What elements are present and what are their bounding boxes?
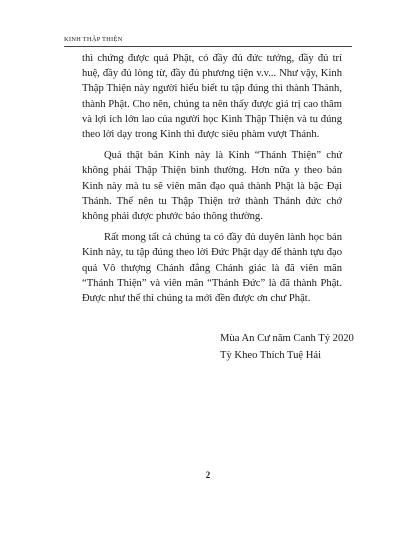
running-header: KINH THẬP THIỆN <box>64 36 123 43</box>
paragraph-2: Quả thật bản Kinh này là Kinh “Thánh Thiện” chứ không phải Thập Thiện bình thường. Hơn nữa y theo bản Kinh này mà tu sẽ viên mãn đạo quả thành Phật là bậc Đại Thánh. Thế nên tu Thập Thiện trở thành Thánh đức chớ không phải được phước báo thông thường. <box>82 150 342 223</box>
paragraph-1: thì chứng được quả Phật, có đầy đủ đức tướng, đầy đủ trí huệ, đầy đủ lòng từ, đầy đủ phương tiện v.v... Như vậy, Kinh Thập Thiện này người hiểu biết tu tập đúng thì thành Thánh, thành Phật. Cho nên, chúng ta nên thấy được giá trị cao thâm và lợi ích lớn lao của người học Kinh Thập Thiện và tu đúng theo lời dạy trong Kinh thì được siêu phàm vượt Thánh. <box>82 53 342 141</box>
header-rule <box>64 46 352 47</box>
body-text <box>82 51 342 306</box>
signature-author: Tỳ Kheo Thích Tuệ Hải <box>220 350 322 361</box>
signature-date: Mùa An Cư năm Canh Tý 2020 <box>220 333 354 344</box>
paragraph-3: Rất mong tất cả chúng ta có đầy đủ duyên lành học bản Kinh này, tu tập đúng theo lời Đức Phật dạy để thành tựu đạo quả Vô thượng Chánh đẳng Chánh giác là đã viên mãn “Thánh Thiện” và viên mãn “Thánh Đức” là đã thành Phật. Được như thế thì chúng ta mới đền được ơn chư Phật. <box>82 232 343 305</box>
page-number: 2 <box>205 470 211 480</box>
signature-block <box>220 330 354 364</box>
